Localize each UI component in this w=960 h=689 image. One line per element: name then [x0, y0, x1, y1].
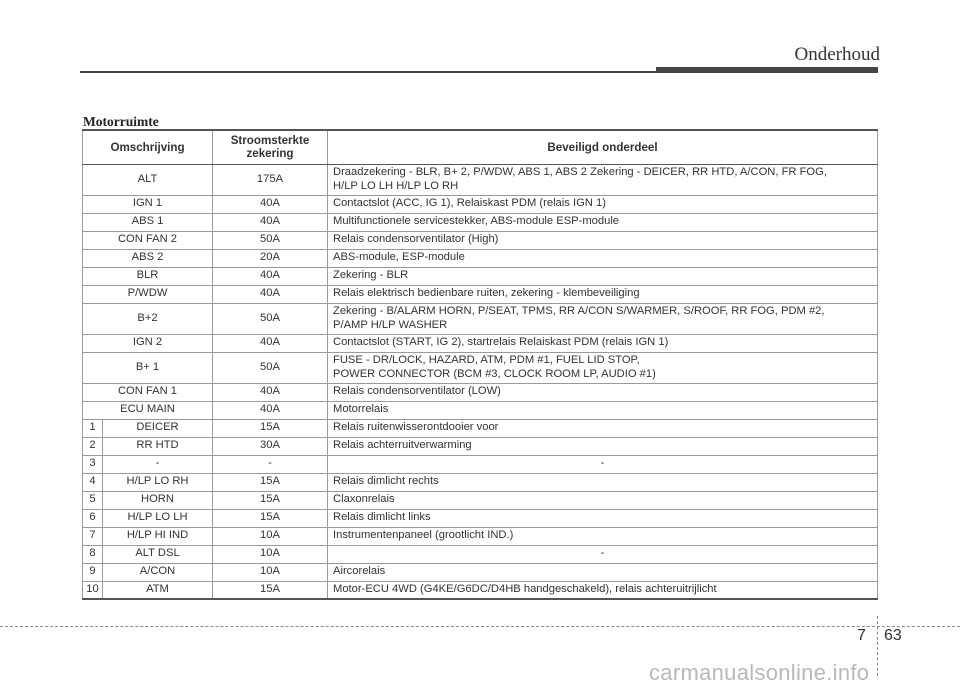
header-amperage: Stroomsterkte zekering: [213, 130, 328, 164]
fuse-protected-component: [328, 334, 878, 352]
description-line: Relais achterruitverwarming: [333, 439, 472, 452]
fuse-name: H/LP LO RH: [103, 473, 213, 491]
fuse-amperage: 15A: [213, 509, 328, 527]
table-row: [83, 419, 878, 437]
fuse-name: CON FAN 1: [83, 383, 213, 401]
fuse-name: ATM: [103, 581, 213, 599]
fuse-name: ABS 1: [83, 213, 213, 231]
fuse-number: 4: [83, 473, 103, 491]
fuse-protected-component: [328, 509, 878, 527]
description-line: Relais dimlicht rechts: [333, 475, 439, 488]
fuse-protected-component: [328, 303, 878, 334]
fuse-protected-component: [328, 419, 878, 437]
fuse-name: RR HTD: [103, 437, 213, 455]
fuse-number: 3: [83, 455, 103, 473]
table-row: [83, 491, 878, 509]
description-line: P/AMP H/LP WASHER: [333, 318, 448, 331]
table-row: [83, 437, 878, 455]
fuse-protected-component: [328, 285, 878, 303]
header-description: Omschrijving: [83, 130, 213, 164]
table-row: [83, 473, 878, 491]
description-line: Relais condensorventilator (High): [333, 233, 499, 246]
fuse-number: 2: [83, 437, 103, 455]
fuse-number: 10: [83, 581, 103, 599]
description-line: Contactslot (ACC, IG 1), Relaiskast PDM (relais IGN 1): [333, 197, 606, 210]
table-row: [83, 401, 878, 419]
description-line: Zekering - BLR: [333, 269, 409, 282]
fuse-amperage: 20A: [213, 249, 328, 267]
fuse-table-body: [83, 164, 878, 599]
description-line: POWER CONNECTOR (BCM #3, CLOCK ROOM LP, AUDIO #1): [333, 367, 656, 380]
fuse-protected-component: [328, 164, 878, 195]
footer-dashed-line: [0, 626, 960, 627]
fuse-number: 1: [83, 419, 103, 437]
table-row: [83, 303, 878, 334]
fuse-name: ECU MAIN: [83, 401, 213, 419]
description-line: ABS-module, ESP-module: [333, 251, 465, 264]
table-row: [83, 383, 878, 401]
fuse-name: -: [103, 455, 213, 473]
fuse-amperage: 15A: [213, 419, 328, 437]
fuse-name: B+2: [83, 303, 213, 334]
fuse-amperage: 40A: [213, 267, 328, 285]
description-line: FUSE - DR/LOCK, HAZARD, ATM, PDM #1, FUEL LID STOP,: [333, 354, 640, 366]
fuse-protected-component: [328, 383, 878, 401]
description-line: -: [600, 457, 605, 470]
fuse-amperage: 40A: [213, 213, 328, 231]
table-row: [83, 581, 878, 599]
fuse-amperage: 50A: [213, 231, 328, 249]
fuse-number: 7: [83, 527, 103, 545]
chapter-number: 7: [857, 627, 866, 644]
fuse-name: HORN: [103, 491, 213, 509]
footer-divider: [877, 616, 878, 676]
fuse-protected-component: [328, 249, 878, 267]
description-line: Draadzekering - BLR, B+ 2, P/WDW, ABS 1, ABS 2 Zekering - DEICER, RR HTD, A/CON, FR FOG,: [333, 166, 827, 178]
fuse-number: 5: [83, 491, 103, 509]
header-rule-thick: [656, 67, 878, 73]
table-row: [83, 249, 878, 267]
page-number: 63: [884, 627, 902, 644]
fuse-name: CON FAN 2: [83, 231, 213, 249]
table-header-row: [83, 130, 878, 164]
fuse-number: 6: [83, 509, 103, 527]
fuse-protected-component: [328, 473, 878, 491]
table-row: [83, 334, 878, 352]
fuse-amperage: 10A: [213, 527, 328, 545]
fuse-name: ABS 2: [83, 249, 213, 267]
description-line: -: [600, 547, 605, 560]
fuse-protected-component: [328, 195, 878, 213]
description-line: H/LP LO LH H/LP LO RH: [333, 179, 459, 192]
fuse-amperage: 50A: [213, 303, 328, 334]
fuse-amperage: 175A: [213, 164, 328, 195]
description-line: Motorrelais: [333, 403, 389, 416]
fuse-protected-component: [328, 213, 878, 231]
fuse-number: 9: [83, 563, 103, 581]
fuse-amperage: 10A: [213, 563, 328, 581]
table-row: [83, 285, 878, 303]
table-row: [83, 213, 878, 231]
description-line: Relais dimlicht links: [333, 511, 431, 524]
fuse-amperage: 30A: [213, 437, 328, 455]
fuse-name: IGN 2: [83, 334, 213, 352]
fuse-protected-component: [328, 401, 878, 419]
description-line: Multifunctionele servicestekker, ABS-module ESP-module: [333, 215, 620, 228]
fuse-protected-component: [328, 231, 878, 249]
fuse-name: DEICER: [103, 419, 213, 437]
description-line: Instrumentenpaneel (grootlicht IND.): [333, 529, 514, 542]
fuse-name: BLR: [83, 267, 213, 285]
table-row: [83, 231, 878, 249]
table-row: [83, 563, 878, 581]
fuse-amperage: 40A: [213, 285, 328, 303]
fuse-name: H/LP LO LH: [103, 509, 213, 527]
table-row: [83, 352, 878, 383]
fuse-amperage: -: [213, 455, 328, 473]
table-row: [83, 164, 878, 195]
description-line: Aircorelais: [333, 565, 386, 578]
description-line: Claxonrelais: [333, 493, 395, 506]
fuse-protected-component: [328, 267, 878, 285]
fuse-amperage: 15A: [213, 581, 328, 599]
fuse-protected-component: [328, 437, 878, 455]
watermark: carmanualsonline.info: [649, 660, 870, 685]
fuse-amperage: 15A: [213, 473, 328, 491]
table-row: [83, 527, 878, 545]
table-row: [83, 455, 878, 473]
fuse-name: ALT DSL: [103, 545, 213, 563]
fuse-name: ALT: [83, 164, 213, 195]
fuse-amperage: 40A: [213, 401, 328, 419]
fuse-protected-component: [328, 545, 878, 563]
fuse-amperage: 40A: [213, 383, 328, 401]
fuse-name: B+ 1: [83, 352, 213, 383]
table-row: [83, 195, 878, 213]
fuse-protected-component: [328, 491, 878, 509]
fuse-protected-component: [328, 563, 878, 581]
fuse-protected-component: [328, 527, 878, 545]
table-row: [83, 267, 878, 285]
table-row: [83, 509, 878, 527]
page-header-title: Onderhoud: [794, 44, 880, 65]
section-title: Motorruimte: [83, 114, 159, 129]
fuse-amperage: 50A: [213, 352, 328, 383]
fuse-protected-component: [328, 581, 878, 599]
header-protected-component: Beveiligd onderdeel: [328, 130, 878, 164]
fuse-name: IGN 1: [83, 195, 213, 213]
description-line: Relais ruitenwisserontdooier voor: [333, 421, 499, 434]
header-rule-thin: [80, 71, 656, 73]
fuse-amperage: 40A: [213, 334, 328, 352]
fuse-amperage: 15A: [213, 491, 328, 509]
description-line: Zekering - B/ALARM HORN, P/SEAT, TPMS, RR A/CON S/WARMER, S/ROOF, RR FOG, PDM #2,: [333, 305, 825, 317]
fuse-number: 8: [83, 545, 103, 563]
description-line: Relais condensorventilator (LOW): [333, 385, 501, 398]
description-line: Contactslot (START, IG 2), startrelais Relaiskast PDM (relais IGN 1): [333, 336, 669, 349]
fuse-protected-component: [328, 455, 878, 473]
fuse-amperage: 40A: [213, 195, 328, 213]
fuse-amperage: 10A: [213, 545, 328, 563]
description-line: Motor-ECU 4WD (G4KE/G6DC/D4HB handgeschakeld), relais achteruitrijlicht: [333, 583, 717, 595]
fuse-table: [82, 129, 878, 600]
fuse-name: H/LP HI IND: [103, 527, 213, 545]
description-line: Relais elektrisch bedienbare ruiten, zekering - klembeveiliging: [333, 287, 640, 300]
table-row: [83, 545, 878, 563]
fuse-name: P/WDW: [83, 285, 213, 303]
fuse-protected-component: [328, 352, 878, 383]
fuse-name: A/CON: [103, 563, 213, 581]
